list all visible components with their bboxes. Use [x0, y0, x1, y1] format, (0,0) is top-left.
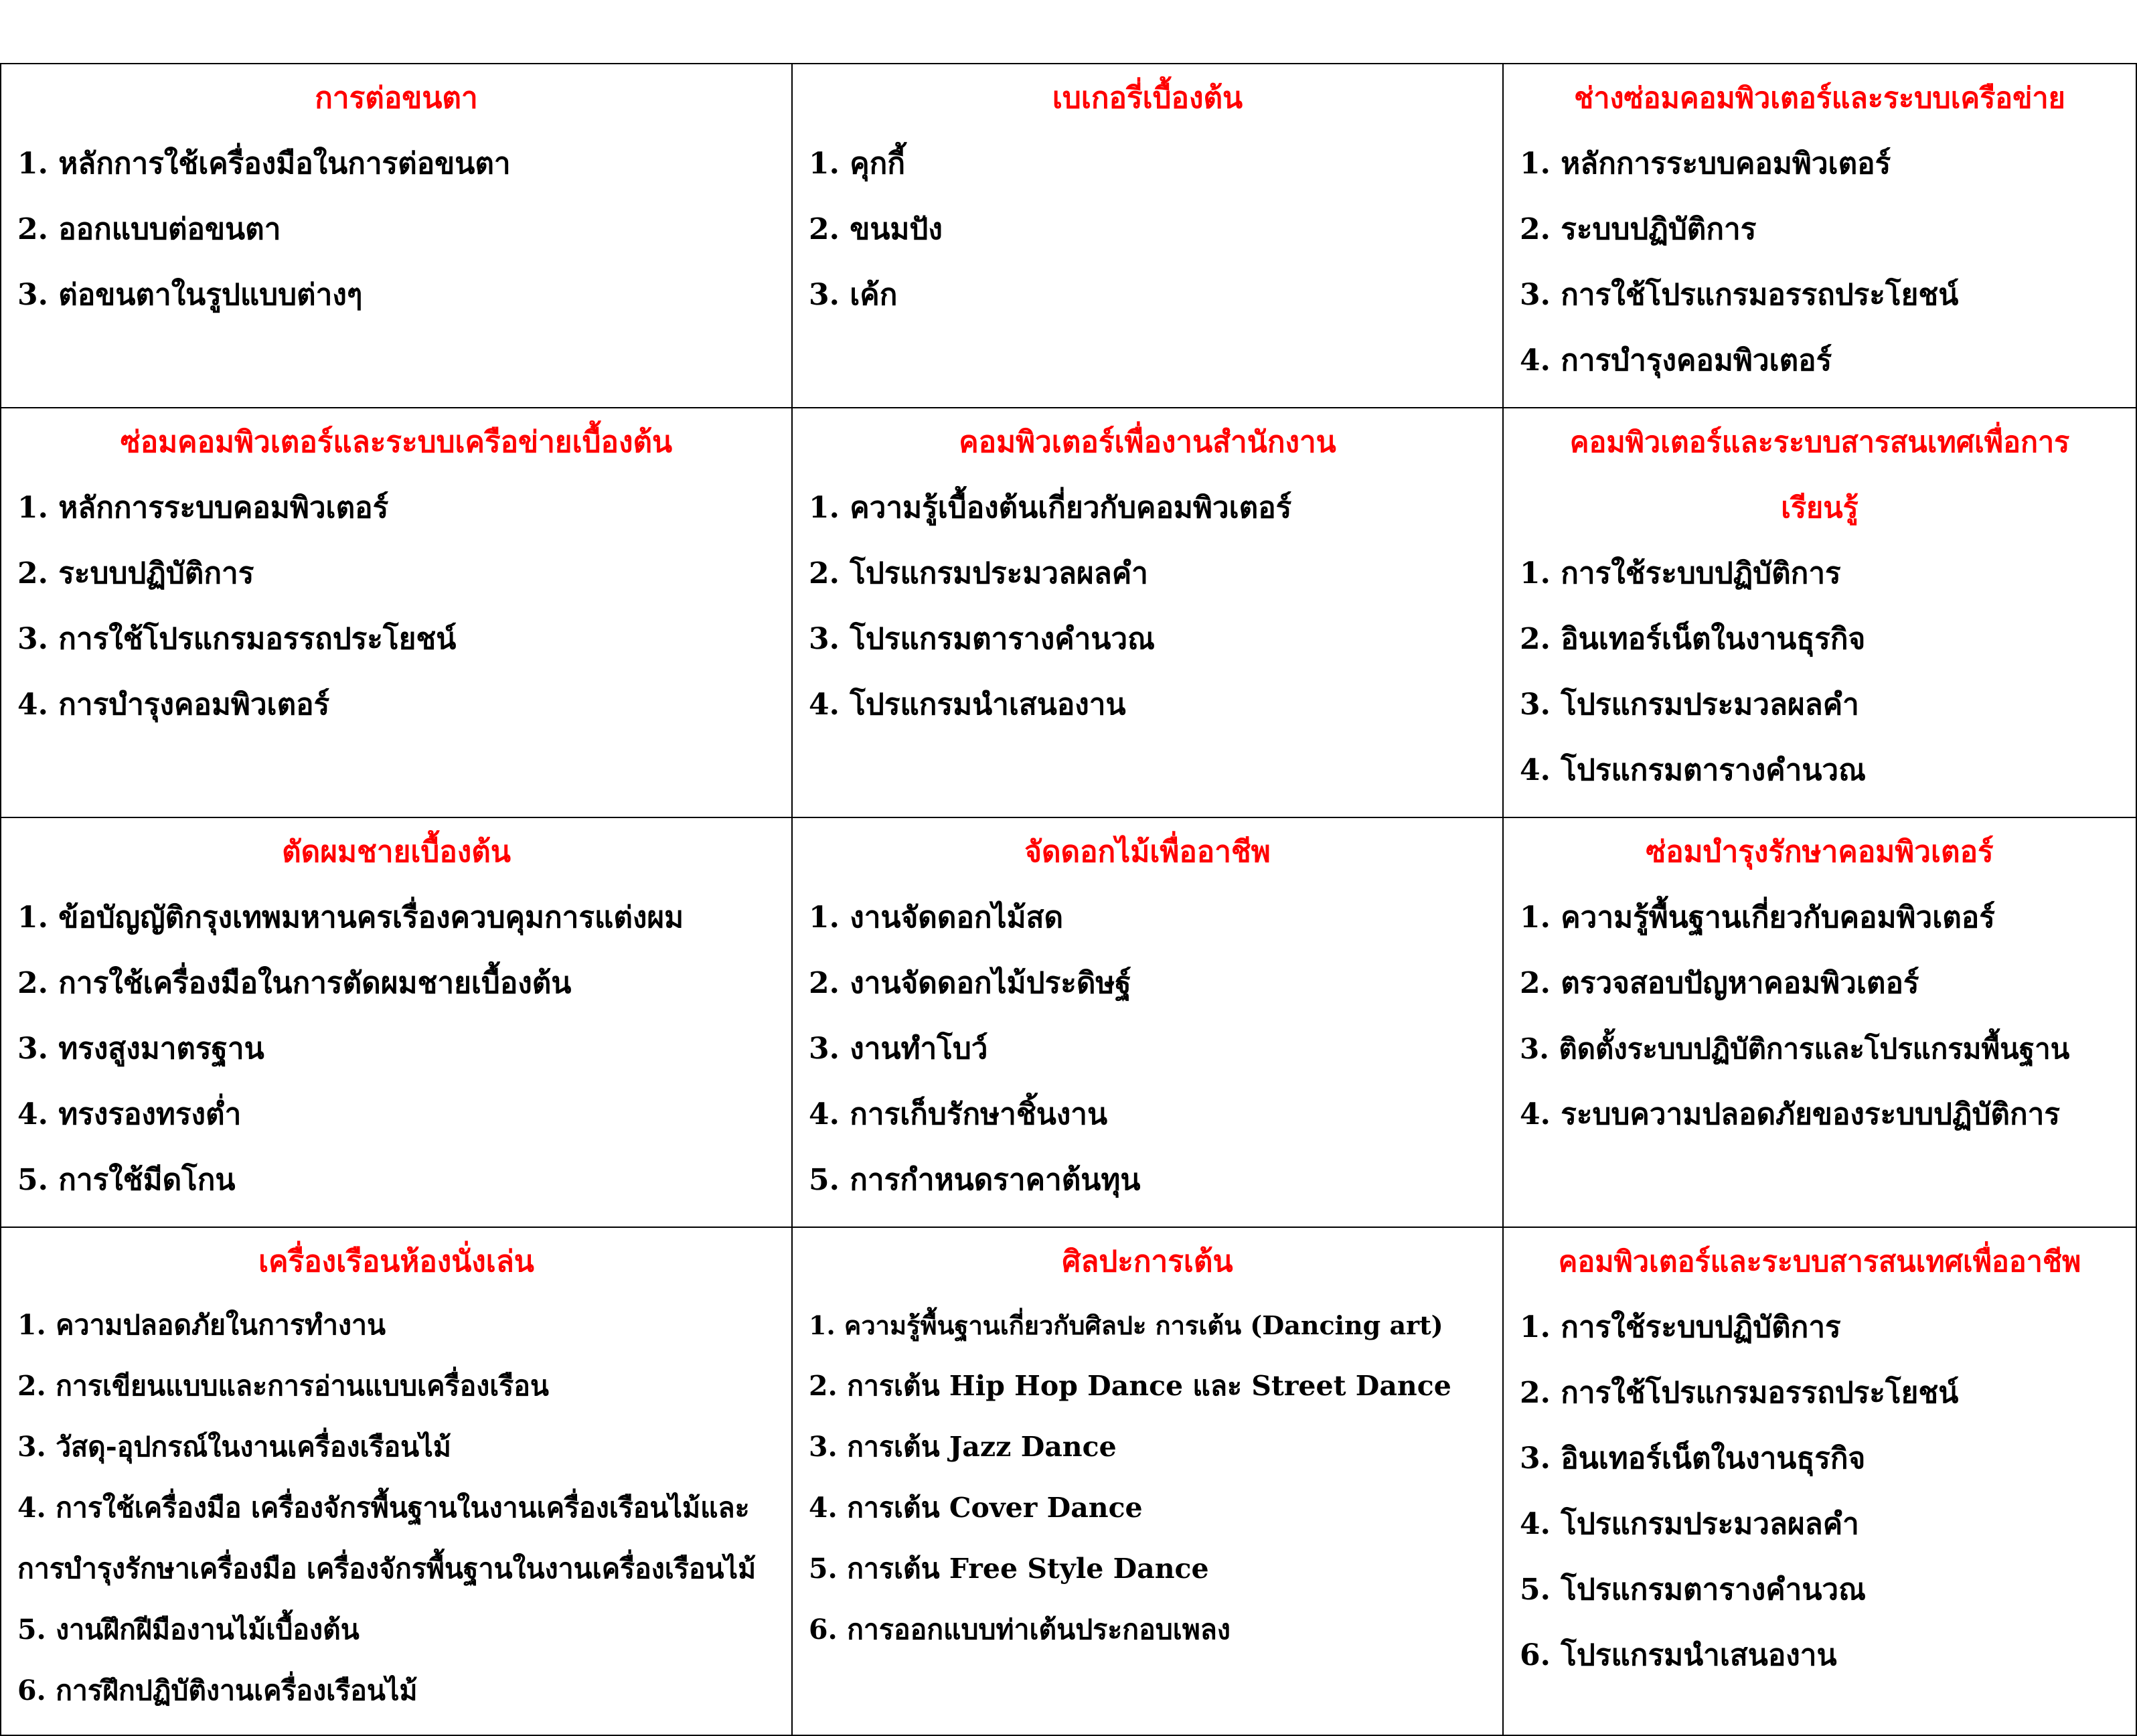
course-topic: 2. ขนมปัง	[809, 212, 943, 246]
course-topic: 3. การเต้น Jazz Dance	[809, 1431, 1117, 1463]
course-topic: 3. การใช้โปรแกรมอรรถประโยชน์	[1520, 278, 1959, 312]
course-cell-computer-maintenance	[1503, 817, 2136, 1227]
course-topic: 3. การใช้โปรแกรมอรรถประโยชน์	[17, 622, 457, 656]
table-row	[1, 408, 2136, 817]
course-topic: 5. โปรแกรมตารางคำนวณ	[1520, 1573, 1866, 1607]
course-topic: 4. การใช้เครื่องมือ เครื่องจักรพื้นฐานในงานเครื่องเรือนไม้และการบำรุงรักษาเครื่องมือ เครื่องจักรพื้นฐานในงานเครื่องเรือนไม้	[17, 1492, 757, 1585]
course-topic: 2. โปรแกรมประมวลผลคำ	[809, 556, 1148, 590]
course-topic: 1. ความรู้พื้นฐานเกี่ยวกับคอมพิวเตอร์	[1520, 900, 1995, 935]
course-topic-list	[809, 131, 1486, 328]
course-topic: 1. การใช้ระบบปฏิบัติการ	[1520, 1310, 1841, 1344]
course-title: คอมพิวเตอร์เพื่องานสำนักงาน	[959, 425, 1336, 459]
course-topic-list	[17, 131, 775, 328]
course-topic-list	[809, 885, 1486, 1213]
course-topic-list	[809, 1295, 1486, 1660]
course-topic: 2. การเต้น Hip Hop Dance และ Street Dance	[809, 1370, 1451, 1402]
course-topic: 3. ต่อขนตาในรูปแบบต่างๆ	[17, 278, 363, 312]
course-topic: 3. โปรแกรมประมวลผลคำ	[1520, 688, 1859, 722]
course-cell-dance-art	[792, 1227, 1503, 1735]
course-topic-list	[1520, 1295, 2120, 1688]
course-topic: 1. ข้อบัญญัติกรุงเทพมหานครเรื่องควบคุมการแต่งผม	[17, 900, 684, 935]
course-topic: 5. การกำหนดราคาต้นทุน	[809, 1163, 1141, 1197]
course-cell-eyelash-extension	[1, 64, 792, 408]
table-row	[1, 1227, 2136, 1735]
course-cell-basic-computer-repair	[1, 408, 792, 817]
course-topic: 2. การใช้โปรแกรมอรรถประโยชน์	[1520, 1376, 1959, 1410]
course-cell-basic-bakery	[792, 64, 1503, 408]
course-topic: 2. ระบบปฏิบัติการ	[1520, 212, 1757, 246]
course-topic: 3. เค้ก	[809, 278, 898, 312]
course-topic: 2. ระบบปฏิบัติการ	[17, 556, 254, 590]
course-topic: 3. โปรแกรมตารางคำนวณ	[809, 622, 1155, 656]
course-title: เครื่องเรือนห้องนั่งเล่น	[258, 1245, 534, 1279]
course-cell-computer-for-learning	[1503, 408, 2136, 817]
course-topic: 4. การบำรุงคอมพิวเตอร์	[1520, 343, 1832, 378]
table-row	[1, 817, 2136, 1227]
course-topic: 1. ความรู้พื้นฐานเกี่ยวกับศิลปะ การเต้น (Dancing art)	[809, 1310, 1443, 1340]
course-title: เบเกอรี่เบื้องต้น	[1052, 81, 1243, 115]
course-title: ศิลปะการเต้น	[1062, 1245, 1233, 1279]
course-topic: 5. การใช้มีดโกน	[17, 1163, 236, 1197]
course-topic: 3. วัสดุ-อุปกรณ์ในงานเครื่องเรือนไม้	[17, 1431, 451, 1463]
course-topic: 2. การใช้เครื่องมือในการตัดผมชายเบื้องต้น	[17, 966, 572, 1000]
course-title: ช่างซ่อมคอมพิวเตอร์และระบบเครือข่าย	[1574, 82, 2065, 115]
course-topic: 6. การออกแบบท่าเต้นประกอบเพลง	[809, 1613, 1231, 1646]
course-topic: 5. การเต้น Free Style Dance	[809, 1553, 1209, 1585]
course-topic: 2. งานจัดดอกไม้ประดิษฐ์	[809, 966, 1131, 1000]
course-topic: 5. งานฝึกฝีมืองานไม้เบื้องต้น	[17, 1613, 360, 1646]
course-topic-list	[17, 475, 775, 738]
course-topic: 2. การเขียนแบบและการอ่านแบบเครื่องเรือน	[17, 1370, 549, 1402]
course-topic: 3. งานทำโบว์	[809, 1032, 988, 1066]
course-topic: 1. ความปลอดภัยในการทำงาน	[17, 1309, 386, 1341]
course-topic-list	[809, 475, 1486, 738]
course-topic: 3. ทรงสูงมาตรฐาน	[17, 1032, 264, 1066]
course-topic: 4. ทรงรองทรงต่ำ	[17, 1097, 242, 1131]
course-topic: 2. ตรวจสอบปัญหาคอมพิวเตอร์	[1520, 966, 1919, 1000]
course-title: ตัดผมชายเบื้องต้น	[282, 835, 511, 869]
course-title: คอมพิวเตอร์และระบบสารสนเทศเพื่อการเรียนรู้	[1569, 426, 2070, 525]
course-topic: 1. คุกกี้	[809, 147, 905, 181]
course-topic-list	[17, 885, 775, 1213]
course-topic: 1. งานจัดดอกไม้สด	[809, 900, 1064, 935]
course-topic: 4. การบำรุงคอมพิวเตอร์	[17, 688, 330, 722]
course-topic: 3. ติดตั้งระบบปฏิบัติการและโปรแกรมพื้นฐาน	[1520, 1032, 2070, 1065]
course-title: ซ่อมคอมพิวเตอร์และระบบเครือข่ายเบื้องต้น	[120, 425, 673, 459]
course-cell-computer-network-technician	[1503, 64, 2136, 408]
course-title: การต่อขนตา	[315, 81, 478, 115]
course-cell-computer-for-career	[1503, 1227, 2136, 1735]
course-topic-list	[1520, 885, 2120, 1148]
course-topic: 4. โปรแกรมประมวลผลคำ	[1520, 1507, 1859, 1541]
course-topic: 3. อินเทอร์เน็ตในงานธุรกิจ	[1520, 1441, 1866, 1476]
course-topic: 6. การฝึกปฏิบัติงานเครื่องเรือนไม้	[17, 1674, 418, 1707]
course-topic: 1. การใช้ระบบปฏิบัติการ	[1520, 556, 1841, 590]
course-topic: 2. อินเทอร์เน็ตในงานธุรกิจ	[1520, 622, 1866, 656]
course-cell-basic-men-haircut	[1, 817, 792, 1227]
course-topic: 4. การเต้น Cover Dance	[809, 1492, 1143, 1524]
course-topic: 1. หลักการใช้เครื่องมือในการต่อขนตา	[17, 147, 511, 181]
course-title: จัดดอกไม้เพื่ออาชีพ	[1024, 835, 1271, 869]
course-topic-list	[1520, 131, 2120, 394]
course-topic-list	[1520, 541, 2120, 803]
course-table	[0, 63, 2137, 1736]
course-topic: 4. ระบบความปลอดภัยของระบบปฏิบัติการ	[1520, 1097, 2060, 1131]
course-topic: 6. โปรแกรมนำเสนองาน	[1520, 1638, 1837, 1672]
course-topic: 1. หลักการระบบคอมพิวเตอร์	[17, 491, 389, 525]
course-title: คอมพิวเตอร์และระบบสารสนเทศเพื่ออาชีพ	[1558, 1245, 2081, 1279]
course-cell-flower-arrangement	[792, 817, 1503, 1227]
course-topic: 4. โปรแกรมนำเสนองาน	[809, 688, 1126, 722]
course-cell-living-room-furniture	[1, 1227, 792, 1735]
course-topic: 1. ความรู้เบื้องต้นเกี่ยวกับคอมพิวเตอร์	[809, 491, 1292, 525]
course-topic: 4. การเก็บรักษาชิ้นงาน	[809, 1097, 1108, 1131]
course-topic: 4. โปรแกรมตารางคำนวณ	[1520, 753, 1866, 787]
course-topic: 2. ออกแบบต่อขนตา	[17, 212, 281, 246]
course-topic-list	[17, 1295, 775, 1721]
course-cell-office-computer	[792, 408, 1503, 817]
course-topic: 1. หลักการระบบคอมพิวเตอร์	[1520, 147, 1891, 181]
course-title: ซ่อมบำรุงรักษาคอมพิวเตอร์	[1646, 835, 1994, 869]
table-row	[1, 64, 2136, 408]
